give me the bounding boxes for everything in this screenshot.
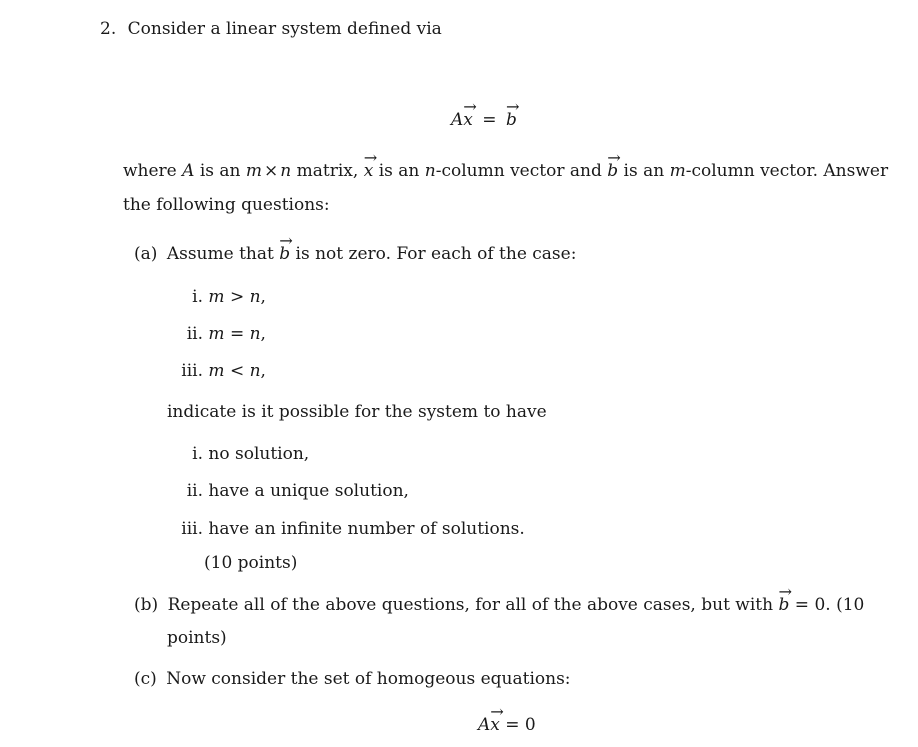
part-a-intro — [134, 244, 576, 264]
problem-header — [100, 19, 442, 39]
part-b-text-pre: Repeate all of the above questions, for all of the above cases, but with — [167, 595, 774, 615]
desc-where: where — [123, 161, 177, 181]
part-b-label: (b) — [134, 595, 159, 615]
part-b-line-1 — [134, 595, 864, 615]
option-num: iii. — [181, 519, 203, 539]
homogeneous-equation — [478, 715, 536, 735]
part-a-vector-b: b → — [279, 244, 290, 264]
case-rhs: n — [249, 324, 261, 344]
desc-is-an: is an — [199, 161, 241, 181]
part-c-text: Now consider the set of homogeous equations: — [166, 669, 571, 689]
desc-vector-b: b → — [607, 161, 618, 181]
description-line-1 — [123, 161, 888, 181]
option-num: i. — [192, 444, 203, 464]
desc-matrix: matrix, — [296, 161, 359, 181]
desc-col-vec-and: -column vector and — [435, 161, 602, 181]
option-text: have a unique solution, — [208, 481, 409, 501]
part-b-vector-b: b → — [779, 595, 790, 615]
case-num: i. — [192, 287, 203, 307]
indicate-text: indicate is it possible for the system to have — [167, 402, 547, 422]
part-a-intro-pre: Assume that — [166, 244, 274, 264]
eq-vector-x: x → — [463, 110, 473, 130]
case-rhs: n — [249, 287, 261, 307]
case-rhs: n — [249, 361, 261, 381]
option-item — [184, 444, 309, 464]
option-text: have an infinite number of solutions. — [208, 519, 525, 539]
case-item — [170, 361, 266, 381]
desc-times: × — [264, 161, 279, 181]
case-end: , — [260, 361, 266, 381]
case-lhs: m — [208, 324, 225, 344]
desc-m: m — [245, 161, 263, 181]
case-lhs: m — [208, 361, 225, 381]
desc-m2: m — [669, 161, 686, 181]
problem-title: Consider a linear system defined via — [127, 19, 442, 39]
homog-eq-a: A — [478, 715, 491, 735]
description-line-2: the following questions: — [123, 195, 330, 215]
eq-matrix-a: A — [451, 110, 464, 130]
case-item — [184, 287, 266, 307]
desc-a: A — [182, 161, 195, 181]
part-c-label: (c) — [134, 669, 157, 689]
part-b-line-2: points) — [167, 628, 227, 648]
desc-n2: n — [424, 161, 436, 181]
case-end: , — [260, 287, 266, 307]
part-a-label: (a) — [134, 244, 158, 264]
case-op: = — [229, 324, 245, 344]
option-num: ii. — [186, 481, 203, 501]
main-equation — [451, 110, 517, 130]
part-a-points: (10 points) — [204, 553, 298, 573]
part-b-text-post: = 0. (10 — [794, 595, 865, 615]
option-item — [170, 519, 525, 539]
case-lhs: m — [208, 287, 225, 307]
part-c-line — [134, 669, 571, 689]
case-op: > — [229, 287, 245, 307]
desc-vector-x: x → — [364, 161, 374, 181]
case-end: , — [260, 324, 266, 344]
option-item — [177, 481, 409, 501]
desc-col-vec-answer: -column vector. Answer — [685, 161, 889, 181]
homog-eq-rhs: = 0 — [505, 715, 536, 735]
case-num: ii. — [186, 324, 203, 344]
eq-vector-b: b → — [506, 110, 517, 130]
option-text: no solution, — [208, 444, 310, 464]
case-item — [177, 324, 266, 344]
homog-eq-vector-x: x → — [490, 715, 500, 735]
desc-n: n — [280, 161, 292, 181]
problem-number: 2. — [100, 19, 117, 39]
case-op: < — [229, 361, 245, 381]
eq-equals: = — [482, 110, 497, 130]
desc-is-an-2: is an — [378, 161, 420, 181]
case-num: iii. — [181, 361, 203, 381]
desc-is-an-3: is an — [623, 161, 665, 181]
part-a-intro-post: is not zero. For each of the case: — [295, 244, 577, 264]
